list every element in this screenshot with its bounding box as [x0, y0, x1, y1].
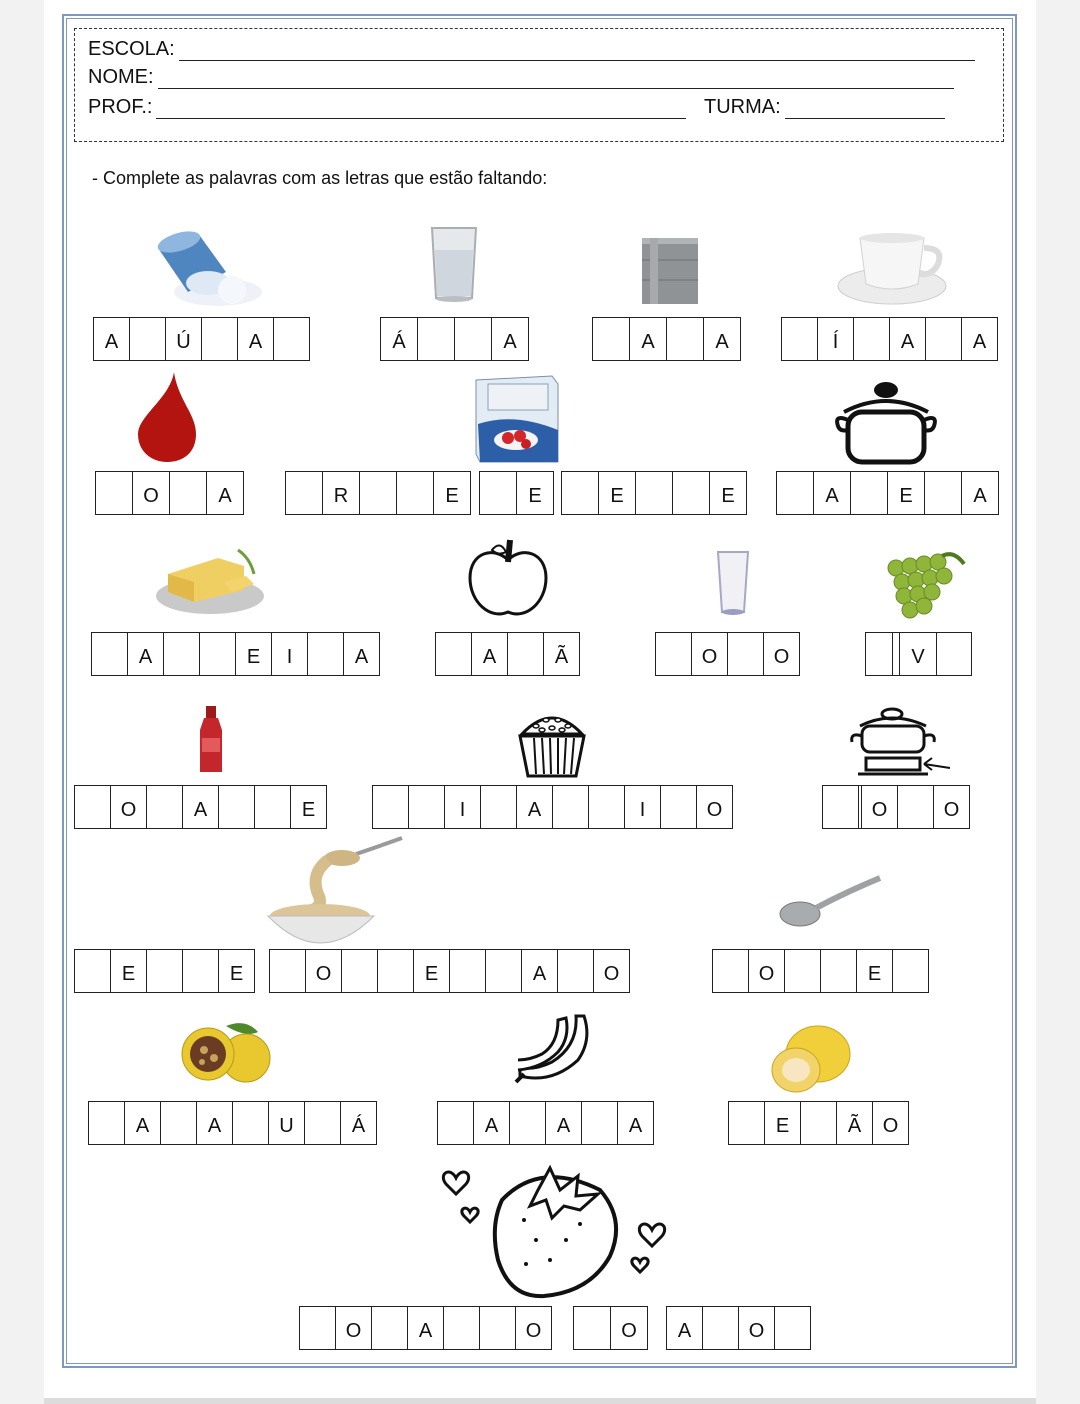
letter-cell[interactable]: A: [93, 317, 130, 361]
letter-cell[interactable]: [485, 949, 522, 993]
letter-cell[interactable]: [925, 317, 962, 361]
letter-cell[interactable]: [129, 317, 166, 361]
word-boxes-cream-1: [286, 471, 471, 515]
letter-cell[interactable]: [800, 1101, 837, 1145]
letter-cell[interactable]: [74, 949, 111, 993]
letter-cell[interactable]: [95, 471, 133, 515]
melon-picture: [768, 1022, 854, 1096]
letter-cell[interactable]: [507, 632, 544, 676]
letter-cell[interactable]: [341, 949, 378, 993]
page-shadow: [44, 1398, 1036, 1404]
letter-cell[interactable]: [660, 785, 697, 829]
word-boxes-cream-3: [562, 471, 747, 515]
letter-cell[interactable]: A: [961, 471, 999, 515]
letter-cell[interactable]: [781, 317, 818, 361]
butter-picture: [154, 546, 266, 616]
letter-cell[interactable]: [552, 785, 589, 829]
letter-cell[interactable]: Í: [817, 317, 854, 361]
letter-cell[interactable]: [509, 1101, 546, 1145]
letter-cell[interactable]: [449, 949, 486, 993]
apple-picture: [466, 536, 550, 622]
letter-cell[interactable]: O: [861, 785, 898, 829]
letter-cell[interactable]: E: [598, 471, 636, 515]
letter-cell[interactable]: [479, 471, 517, 515]
letter-cell[interactable]: I: [271, 632, 308, 676]
letter-cell[interactable]: A: [491, 317, 529, 361]
letter-cell[interactable]: [480, 785, 517, 829]
letter-cell[interactable]: [169, 471, 207, 515]
letter-cell[interactable]: A: [961, 317, 998, 361]
letter-cell[interactable]: [307, 632, 344, 676]
letter-cell[interactable]: [232, 1101, 269, 1145]
word-boxes-water: [381, 317, 529, 361]
letter-cell[interactable]: [443, 1306, 480, 1350]
letter-cell[interactable]: [822, 785, 859, 829]
letter-cell[interactable]: [91, 632, 128, 676]
word-boxes-doce: [75, 949, 255, 993]
letter-cell[interactable]: [199, 632, 236, 676]
passion-fruit-picture: [176, 1018, 276, 1086]
letter-cell[interactable]: [850, 471, 888, 515]
letter-cell[interactable]: O: [691, 632, 728, 676]
letter-cell[interactable]: [304, 1101, 341, 1145]
nome-input[interactable]: [158, 70, 954, 89]
letter-cell[interactable]: [573, 1306, 611, 1350]
letter-cell[interactable]: A: [127, 632, 164, 676]
letter-cell[interactable]: [776, 471, 814, 515]
letter-cell[interactable]: [666, 317, 704, 361]
word-boxes-banana: [438, 1101, 654, 1145]
letter-cell[interactable]: [377, 949, 414, 993]
letter-cell[interactable]: [371, 1306, 408, 1350]
word-boxes-strawberry-2: [574, 1306, 648, 1350]
letter-cell[interactable]: O: [335, 1306, 372, 1350]
letter-cell[interactable]: U: [268, 1101, 305, 1145]
ketchup-picture: [196, 704, 226, 776]
letter-cell[interactable]: A: [182, 785, 219, 829]
letter-cell[interactable]: [655, 632, 692, 676]
letter-cell[interactable]: [581, 1101, 618, 1145]
letter-cell[interactable]: [160, 1101, 197, 1145]
pot-picture: [830, 376, 942, 468]
letter-cell[interactable]: [163, 632, 200, 676]
word-boxes-cup: [782, 317, 998, 361]
letter-cell[interactable]: A: [545, 1101, 582, 1145]
letter-cell[interactable]: [892, 949, 929, 993]
letter-cell[interactable]: [88, 1101, 125, 1145]
word-boxes-melon: [729, 1101, 909, 1145]
letter-cell[interactable]: [635, 471, 673, 515]
banana-picture: [512, 1012, 594, 1090]
letter-cell[interactable]: O: [872, 1101, 909, 1145]
letter-cell[interactable]: Á: [380, 317, 418, 361]
letter-cell[interactable]: O: [610, 1306, 648, 1350]
letter-cell[interactable]: A: [206, 471, 244, 515]
letter-cell[interactable]: O: [110, 785, 147, 829]
letter-cell[interactable]: O: [515, 1306, 552, 1350]
letter-cell[interactable]: E: [413, 949, 450, 993]
word-boxes-de-leite: [270, 949, 630, 993]
letter-cell[interactable]: [254, 785, 291, 829]
letter-cell[interactable]: Ã: [543, 632, 580, 676]
letter-cell[interactable]: I: [624, 785, 661, 829]
turma-input[interactable]: [785, 100, 945, 119]
letter-cell[interactable]: [557, 949, 594, 993]
letter-cell[interactable]: [437, 1101, 474, 1145]
letter-cell[interactable]: V: [899, 632, 937, 676]
letter-cell[interactable]: [774, 1306, 811, 1350]
letter-cell[interactable]: A: [237, 317, 274, 361]
letter-cell[interactable]: O: [763, 632, 800, 676]
letter-cell[interactable]: Ã: [836, 1101, 873, 1145]
letter-cell[interactable]: [417, 317, 455, 361]
letter-cell[interactable]: [865, 632, 893, 676]
letter-cell[interactable]: A: [617, 1101, 654, 1145]
letter-cell[interactable]: [218, 785, 255, 829]
word-boxes-strawberry-3: [667, 1306, 811, 1350]
letter-cell[interactable]: E: [235, 632, 272, 676]
letter-cell[interactable]: [924, 471, 962, 515]
salt-picture: [148, 228, 264, 310]
word-boxes-stove: [823, 785, 970, 829]
letter-cell[interactable]: E: [218, 949, 255, 993]
letter-cell[interactable]: E: [110, 949, 147, 993]
letter-cell[interactable]: A: [124, 1101, 161, 1145]
letter-cell[interactable]: A: [521, 949, 558, 993]
word-boxes-pot: [777, 471, 999, 515]
letter-cell[interactable]: R: [322, 471, 360, 515]
stove-picture: [846, 702, 956, 780]
letter-cell[interactable]: [936, 632, 972, 676]
prof-input[interactable]: [156, 100, 686, 119]
cup-picture: [836, 230, 948, 308]
letter-cell[interactable]: E: [856, 949, 893, 993]
glass-picture: [714, 548, 752, 620]
word-boxes-apple: [436, 632, 580, 676]
letter-cell[interactable]: A: [343, 632, 380, 676]
letter-cell[interactable]: A: [703, 317, 741, 361]
word-boxes-passion: [89, 1101, 377, 1145]
letter-cell[interactable]: [74, 785, 111, 829]
letter-cell[interactable]: [702, 1306, 739, 1350]
turma-line: [704, 96, 945, 119]
instruction-text: - Complete as palavras com as letras que estão faltando:: [92, 168, 548, 188]
letter-cell[interactable]: A: [889, 317, 926, 361]
word-boxes-grapes: [866, 632, 972, 676]
letter-cell[interactable]: A: [666, 1306, 703, 1350]
letter-cell[interactable]: I: [444, 785, 481, 829]
word-boxes-can: [593, 317, 741, 361]
letter-cell[interactable]: [479, 1306, 516, 1350]
grapes-picture: [882, 548, 968, 622]
letter-cell[interactable]: A: [473, 1101, 510, 1145]
letter-cell[interactable]: E: [764, 1101, 801, 1145]
letter-cell[interactable]: [728, 1101, 765, 1145]
prof-line: [88, 96, 686, 119]
letter-cell[interactable]: E: [709, 471, 747, 515]
letter-cell[interactable]: O: [132, 471, 170, 515]
letter-cell[interactable]: E: [290, 785, 327, 829]
letter-cell[interactable]: [299, 1306, 336, 1350]
letter-cell[interactable]: [182, 949, 219, 993]
letter-cell[interactable]: [435, 632, 472, 676]
word-boxes-brigadeiro: [373, 785, 733, 829]
letter-cell[interactable]: [820, 949, 857, 993]
letter-cell[interactable]: E: [516, 471, 554, 515]
word-boxes-cream-2: [480, 471, 554, 515]
letter-cell[interactable]: O: [696, 785, 733, 829]
letter-cell[interactable]: A: [629, 317, 667, 361]
letter-cell[interactable]: [285, 471, 323, 515]
brigadeiro-picture: [516, 704, 588, 780]
letter-cell[interactable]: [269, 949, 306, 993]
letter-cell[interactable]: O: [305, 949, 342, 993]
letter-cell[interactable]: A: [407, 1306, 444, 1350]
letter-cell[interactable]: Ú: [165, 317, 202, 361]
letter-cell[interactable]: [672, 471, 710, 515]
doce-de-leite-picture: [264, 834, 406, 946]
cream-box-picture: [474, 374, 560, 464]
letter-cell[interactable]: Á: [340, 1101, 377, 1145]
word-boxes-butter: [92, 632, 380, 676]
letter-cell[interactable]: [784, 949, 821, 993]
letter-cell[interactable]: [201, 317, 238, 361]
letter-cell[interactable]: A: [813, 471, 851, 515]
letter-cell[interactable]: [853, 317, 890, 361]
letter-cell[interactable]: [359, 471, 397, 515]
can-picture: [640, 234, 700, 308]
escola-label: ESCOLA:: [88, 38, 175, 60]
nome-label: NOME:: [88, 66, 154, 88]
turma-label: TURMA:: [704, 96, 781, 118]
letter-cell[interactable]: O: [738, 1306, 775, 1350]
letter-cell[interactable]: [592, 317, 630, 361]
word-boxes-blood: [96, 471, 244, 515]
letter-cell[interactable]: [396, 471, 434, 515]
letter-cell[interactable]: [146, 949, 183, 993]
letter-cell[interactable]: E: [887, 471, 925, 515]
letter-cell[interactable]: O: [748, 949, 785, 993]
word-boxes-glass: [656, 632, 800, 676]
letter-cell[interactable]: [408, 785, 445, 829]
word-boxes-strawberry-1: [300, 1306, 552, 1350]
letter-cell[interactable]: [727, 632, 764, 676]
letter-cell[interactable]: A: [196, 1101, 233, 1145]
letter-cell[interactable]: [372, 785, 409, 829]
water-glass-picture: [428, 224, 480, 304]
escola-input[interactable]: [179, 42, 975, 61]
strawberry-picture: [440, 1160, 670, 1300]
letter-cell[interactable]: E: [433, 471, 471, 515]
word-boxes-salt: [94, 317, 310, 361]
letter-cell[interactable]: [712, 949, 749, 993]
blood-drop-picture: [134, 370, 200, 464]
letter-cell[interactable]: [454, 317, 492, 361]
letter-cell[interactable]: [588, 785, 625, 829]
letter-cell[interactable]: A: [471, 632, 508, 676]
nome-line: [88, 66, 954, 89]
spoon-picture: [776, 872, 884, 932]
letter-cell[interactable]: [273, 317, 310, 361]
word-boxes-spoon: [713, 949, 929, 993]
letter-cell[interactable]: [561, 471, 599, 515]
letter-cell[interactable]: [897, 785, 934, 829]
escola-line: [88, 38, 975, 61]
letter-cell[interactable]: A: [516, 785, 553, 829]
letter-cell[interactable]: [146, 785, 183, 829]
prof-label: PROF.:: [88, 96, 153, 118]
letter-cell[interactable]: O: [933, 785, 970, 829]
letter-cell[interactable]: O: [593, 949, 630, 993]
word-boxes-ketchup: [75, 785, 327, 829]
